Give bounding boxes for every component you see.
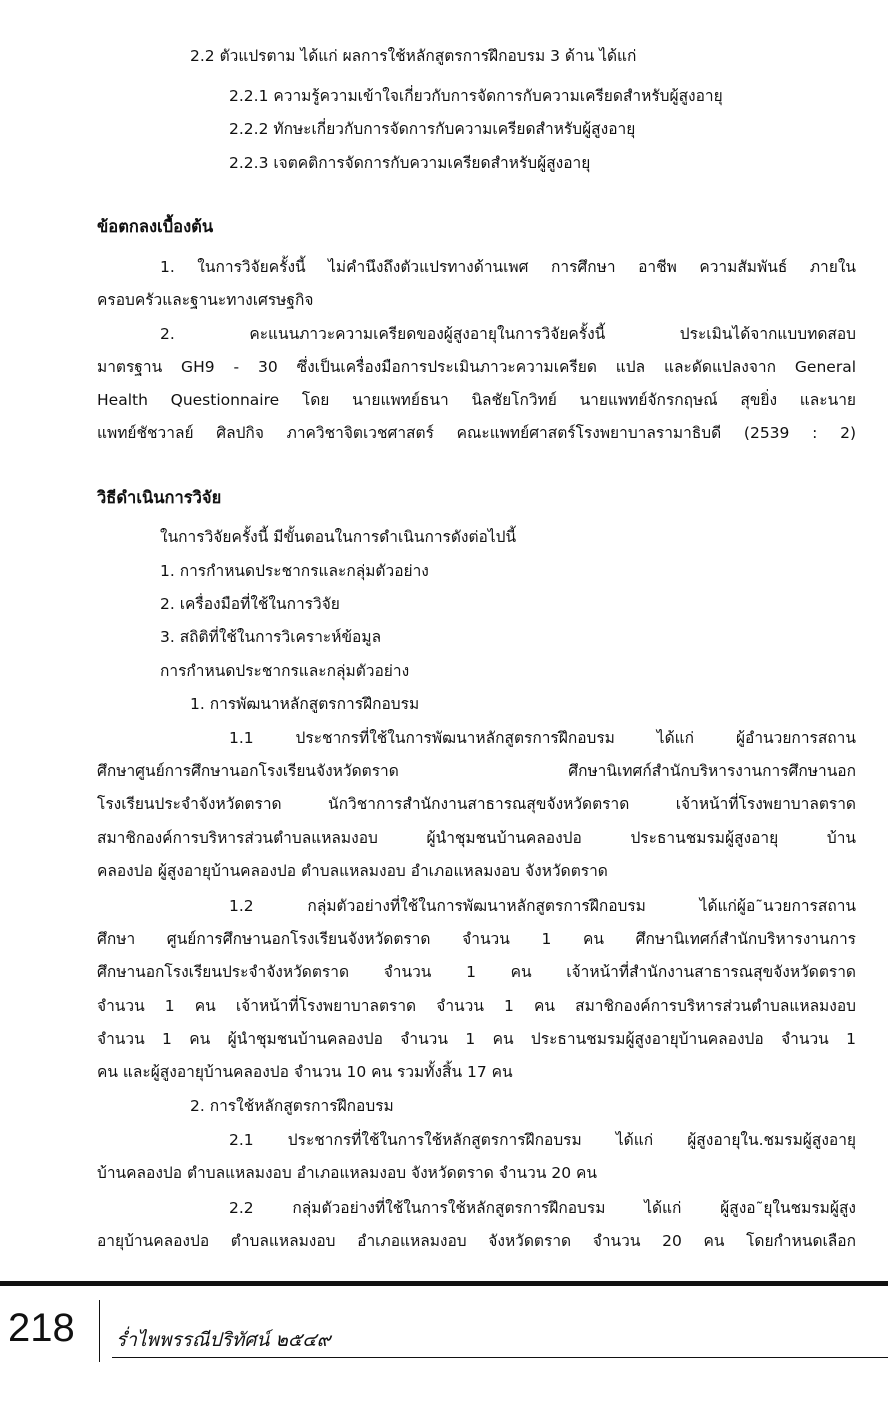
text-line: 2.2 ตัวแปรตาม ได้แก่ ผลการใช้หลักสูตรการฝึกอบรม 3 ด้าน ได้แก่ — [190, 47, 637, 65]
text-line: มาตรฐาน GH9 - 30 ซึ่งเป็นเครื่องมือการประเมินภาวะความเครียด แปล และดัดแปลงจาก General — [97, 358, 856, 376]
footer-underline — [112, 1357, 888, 1358]
text-line: การกำหนดประชากรและกลุ่มตัวอย่าง — [160, 662, 410, 680]
text-line: 2. เครื่องมือที่ใช้ในการวิจัย — [160, 595, 340, 613]
text-line: 2.2 กลุ่มตัวอย่างที่ใช้ในการใช้หลักสูตรการฝึกอบรม ได้แก่ ผู้สูงอ˜ยุในชมรมผู้สูง — [229, 1199, 856, 1217]
section-heading: วิธีดำเนินการวิจัย — [97, 488, 222, 507]
text-line: Health Questionnaire โดย นายแพทย์ธนา นิลชัยโกวิทย์ นายแพทย์จักรกฤษณ์ สุขยิ่ง และนาย — [97, 391, 856, 409]
text-line: 2.2.1 ความรู้ความเข้าใจเกี่ยวกับการจัดการกับความเครียดสำหรับผู้สูงอายุ — [229, 87, 723, 105]
text-line: ศึกษา ศูนย์การศึกษานอกโรงเรียนจังหวัดตราด จำนวน 1 คน ศึกษานิเทศก์สำนักบริหารงานการ — [97, 930, 856, 948]
text-line: จำนวน 1 คน ผู้นำชุมชนบ้านคลองปอ จำนวน 1 คน ประธานชมรมผู้สูงอายุบ้านคลองปอ จำนวน 1 — [97, 1030, 856, 1048]
text-line: 1. การพัฒนาหลักสูตรการฝึกอบรม — [190, 695, 420, 713]
text-line: 1. การกำหนดประชากรและกลุ่มตัวอย่าง — [160, 562, 429, 580]
text-line: คน และผู้สูงอายุบ้านคลองปอ จำนวน 10 คน รวมทั้งสิ้น 17 คน — [97, 1063, 513, 1081]
text-line: คลองปอ ผู้สูงอายุบ้านคลองปอ ตำบลแหลมงอบ อำเภอแหลมงอบ จังหวัดตราด — [97, 862, 608, 880]
text-line: 2.2.2 ทักษะเกี่ยวกับการจัดการกับความเครียดสำหรับผู้สูงอายุ — [229, 120, 636, 138]
text-line: 2.2.3 เจตคติการจัดการกับความเครียดสำหรับผู้สูงอายุ — [229, 154, 591, 172]
text-line: บ้านคลองปอ ตำบลแหลมงอบ อำเภอแหลมงอบ จังหวัดตราด จำนวน 20 คน — [97, 1164, 597, 1182]
footer-vertical-rule — [99, 1300, 100, 1362]
text-line: 1. ในการวิจัยครั้งนี้ ไม่คำนึงถึงตัวแปรทางด้านเพศ การศึกษา อาชีพ ความสัมพันธ์ ภายใน — [160, 258, 856, 276]
page-number: 218 — [8, 1306, 75, 1350]
text-line: 1.2 กลุ่มตัวอย่างที่ใช้ในการพัฒนาหลักสูตรการฝึกอบรม ได้แก่ผู้อ˜นวยการสถาน — [229, 897, 856, 915]
text-line: ศึกษาศูนย์การศึกษานอกโรงเรียนจังหวัดตราด ศึกษานิเทศก์สำนักบริหารงานการศึกษานอก — [97, 762, 856, 780]
text-line: ครอบครัวและฐานะทางเศรษฐกิจ — [97, 291, 314, 309]
text-line: โรงเรียนประจำจังหวัดตราด นักวิชาการสำนักงานสาธารณสุขจังหวัดตราด เจ้าหน้าที่โรงพยาบาลตราด — [97, 795, 856, 813]
text-line: แพทย์ชัชวาลย์ ศิลปกิจ ภาควิชาจิตเวชศาสตร์ คณะแพทย์ศาสตร์โรงพยาบาลรามาธิบดี (2539 : 2) — [97, 424, 856, 442]
text-line: ในการวิจัยครั้งนี้ มีขั้นตอนในการดำเนินการดังต่อไปนี้ — [160, 528, 517, 546]
text-line: จำนวน 1 คน เจ้าหน้าที่โรงพยาบาลตราด จำนวน 1 คน สมาชิกองค์การบริหารส่วนตำบลแหลมงอบ — [97, 997, 856, 1015]
text-line: 2. การใช้หลักสูตรการฝึกอบรม — [190, 1097, 394, 1115]
text-line: 1.1 ประชากรที่ใช้ในการพัฒนาหลักสูตรการฝึกอบรม ได้แก่ ผู้อำนวยการสถาน — [229, 729, 856, 747]
journal-name: ร่ำไพพรรณีปริทัศน์ ๒๕๔๙ — [116, 1329, 331, 1351]
section-heading: ข้อตกลงเบื้องต้น — [97, 217, 214, 236]
text-line: สมาชิกองค์การบริหารส่วนตำบลแหลมงอบ ผู้นำชุมชนบ้านคลองปอ ประธานชมรมผู้สูงอายุ บ้าน — [97, 829, 856, 847]
footer-divider — [0, 1281, 888, 1286]
text-line: 3. สถิติที่ใช้ในการวิเคราะห์ข้อมูล — [160, 628, 382, 646]
text-line: อายุบ้านคลองปอ ตำบลแหลมงอบ อำเภอแหลมงอบ จังหวัดตราด จำนวน 20 คน โดยกำหนดเลือก — [97, 1232, 856, 1250]
text-line: 2.1 ประชากรที่ใช้ในการใช้หลักสูตรการฝึกอบรม ได้แก่ ผู้สูงอายุใน.ชมรมผู้สูงอายุ — [229, 1131, 856, 1149]
text-line: ศึกษานอกโรงเรียนประจำจังหวัดตราด จำนวน 1 คน เจ้าหน้าที่สำนักงานสาธารณสุขจังหวัดตราด — [97, 963, 856, 981]
text-line: 2. คะแนนภาวะความเครียดของผู้สูงอายุในการวิจัยครั้งนี้ ประเมินได้จากแบบทดสอบ — [160, 325, 856, 343]
